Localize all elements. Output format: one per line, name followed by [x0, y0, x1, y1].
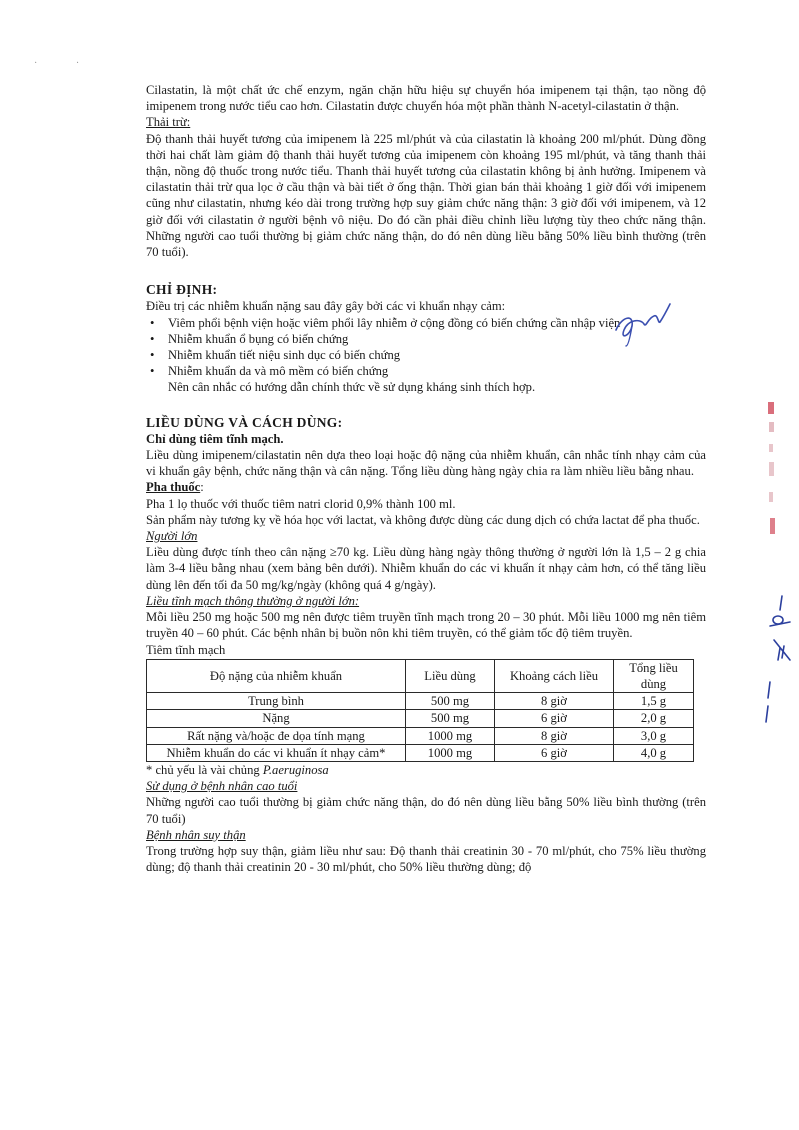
pha-thuoc-colon: :	[200, 480, 204, 495]
document-body	[146, 82, 706, 875]
table-cell: 2,0 g	[614, 710, 694, 727]
cao-tuoi-label: Sử dụng ở bệnh nhân cao tuổi	[146, 779, 298, 794]
table-cell: 6 giờ	[495, 744, 614, 761]
list-item: • Viêm phổi bệnh viện hoặc viêm phổi lây nhiễm ở cộng đồng có biến chứng cần nhập viện	[162, 315, 706, 331]
table-header: Độ nặng của nhiễm khuẩn	[147, 659, 406, 692]
lieu-tinh-mach-label: Liều tĩnh mạch thông thường ở người lớn:	[146, 593, 360, 608]
thai-tru-paragraph: Độ thanh thải huyết tương của imipenem là 225 ml/phút và của cilastatin là khoảng 200 ml/phút. Dùng đồng thời hai chất làm giảm độ thanh thải huyết tương của imipenem còn khoảng 195 ml/phút, và tăng thanh thải thận, nồng độ thuốc trong nước tiểu. Thanh thải huyết tương của cilastatin không bị ảnh hưởng. Imipenem và cilastatin thải trừ qua lọc ở cầu thận và bài tiết ở ống thận. Thời gian bán thải khoảng 1 giờ đối với imipenem cũng như cilastatin, nhưng kéo dài trong trường hợp suy giảm chức năng thận: 3 giờ đối với imipenem, và 12 giờ đối với cilastatin ở người bệnh vô niệu. Do đó cần phải điều chỉnh liều lượng tùy theo chức năng thận. Những người cao tuổi thường bị giảm chức năng thận, do đó nên dùng liều bằng 50% liều bình thường (trên 70 tuổi).	[146, 131, 706, 260]
table-cell: Nặng	[147, 710, 406, 727]
table-row	[147, 727, 694, 744]
lieu-dung-title: LIỀU DÙNG VÀ CÁCH DÙNG:	[146, 414, 343, 430]
scan-marks: · ·	[34, 58, 98, 69]
handwritten-date-mark	[752, 590, 796, 730]
list-item: • Nhiễm khuẩn ổ bụng có biến chứng	[162, 331, 706, 347]
nguoi-lon-label: Người lớn	[146, 529, 198, 544]
table-row	[147, 693, 694, 710]
list-item: • Nhiễm khuẩn tiết niệu sinh dục có biến chứng	[162, 347, 706, 363]
table-cell: 1000 mg	[406, 727, 495, 744]
list-item: • Nhiễm khuẩn da và mô mềm có biến chứng	[162, 363, 706, 379]
table-caption: Tiêm tĩnh mạch	[146, 642, 226, 657]
table-cell: 500 mg	[406, 693, 495, 710]
lieu-dung-intro: Liều dùng imipenem/cilastatin nên dựa theo loại hoặc độ nặng của nhiễm khuẩn, cân nhắc tính nhạy cảm của vi khuẩn gây bệnh, chức năng thận và cân nặng. Tổng liều dùng hàng ngày chia ra làm nhiều liều bằng nhau.	[146, 448, 706, 479]
table-cell: 1,5 g	[614, 693, 694, 710]
nguoi-lon-paragraph: Liều dùng được tính theo cân nặng ≥70 kg. Liều dùng hàng ngày thông thường ở người lớn là 1,5 – 2 g chia làm 3-4 liều bằng nhau (xem bảng bên dưới). Nhiễm khuẩn do các vi khuẩn ít nhạy cảm hơn, có thể tăng liều dùng lên đến tối đa 50 mg/kg/ngày (không quá 4 g/ngày).	[146, 545, 706, 592]
dosage-table	[146, 659, 694, 762]
pha-thuoc-label: Pha thuốc	[146, 480, 201, 495]
intro-paragraph: Cilastatin, là một chất ức chế enzym, ngăn chặn hữu hiệu sự chuyển hóa imipenem tại thận, tạo nồng độ imipenem trong nước tiểu cao hơn. Cilastatin được chuyển hóa một phần thành N-acetyl-cilastatin ở thận.	[146, 83, 706, 114]
table-cell: 500 mg	[406, 710, 495, 727]
table-footnote	[146, 762, 706, 778]
table-cell: 6 giờ	[495, 710, 614, 727]
table-cell: 3,0 g	[614, 727, 694, 744]
table-header: Khoảng cách liều	[495, 659, 614, 692]
cao-tuoi-paragraph: Những người cao tuổi thường bị giảm chức năng thận, do đó nên dùng liều bằng 50% liều bình thường (trên 70 tuổi)	[146, 795, 706, 826]
chi-dinh-title: CHỈ ĐỊNH:	[146, 282, 218, 298]
lieu-dung-subtitle: Chỉ dùng tiêm tĩnh mạch.	[146, 431, 284, 446]
pha-thuoc-heading	[146, 479, 706, 495]
pha-thuoc-line-1: Pha 1 lọ thuốc với thuốc tiêm natri clorid 0,9% thành 100 ml.	[146, 496, 456, 511]
table-cell: 8 giờ	[495, 693, 614, 710]
lieu-tinh-mach-paragraph: Mỗi liều 250 mg hoặc 500 mg nên được tiêm truyền tĩnh mạch trong 20 – 30 phút. Mỗi liều 1000 mg nên tiêm truyền 40 – 60 phút. Các bệnh nhân bị buồn nôn khi tiêm truyền, có thể giảm tốc độ tiêm truyền.	[146, 610, 706, 641]
table-cell: 8 giờ	[495, 727, 614, 744]
footnote-text: * chủ yếu là vài chủng	[146, 762, 263, 777]
chi-dinh-note: Nên cân nhắc có hướng dẫn chính thức về sử dụng kháng sinh thích hợp.	[168, 380, 536, 395]
table-row	[147, 710, 694, 727]
table-header: Liều dùng	[406, 659, 495, 692]
table-cell: Trung bình	[147, 693, 406, 710]
table-cell: Nhiễm khuẩn do các vi khuẩn ít nhạy cảm*	[147, 744, 406, 761]
side-stamp-mark	[760, 400, 784, 540]
chi-dinh-intro: Điều trị các nhiễm khuẩn nặng sau đây gây bởi các vi khuẩn nhạy cảm:	[146, 299, 506, 314]
table-cell: Rất nặng và/hoặc đe dọa tính mạng	[147, 727, 406, 744]
table-header-row	[147, 659, 694, 692]
table-cell: 1000 mg	[406, 744, 495, 761]
table-row	[147, 744, 694, 761]
signature-mark	[610, 300, 674, 348]
suy-than-paragraph: Trong trường hợp suy thận, giảm liều như sau: Độ thanh thải creatinin 30 - 70 ml/phút, cho 75% liều thường dùng; độ thanh thải creatinin 20 - 30 ml/phút, cho 50% liều thường dùng; độ	[146, 843, 706, 875]
footnote-species: P.aeruginosa	[262, 762, 329, 777]
pha-thuoc-line-2: Sản phẩm này tương kỵ về hóa học với lactat, và không được dùng các dung dịch có chứa lactat để pha thuốc.	[146, 512, 700, 527]
thai-tru-label: Thải trừ:	[146, 115, 191, 130]
table-header: Tổng liều dùng	[614, 659, 694, 692]
table-cell: 4,0 g	[614, 744, 694, 761]
suy-than-label: Bệnh nhân suy thận	[146, 827, 246, 842]
